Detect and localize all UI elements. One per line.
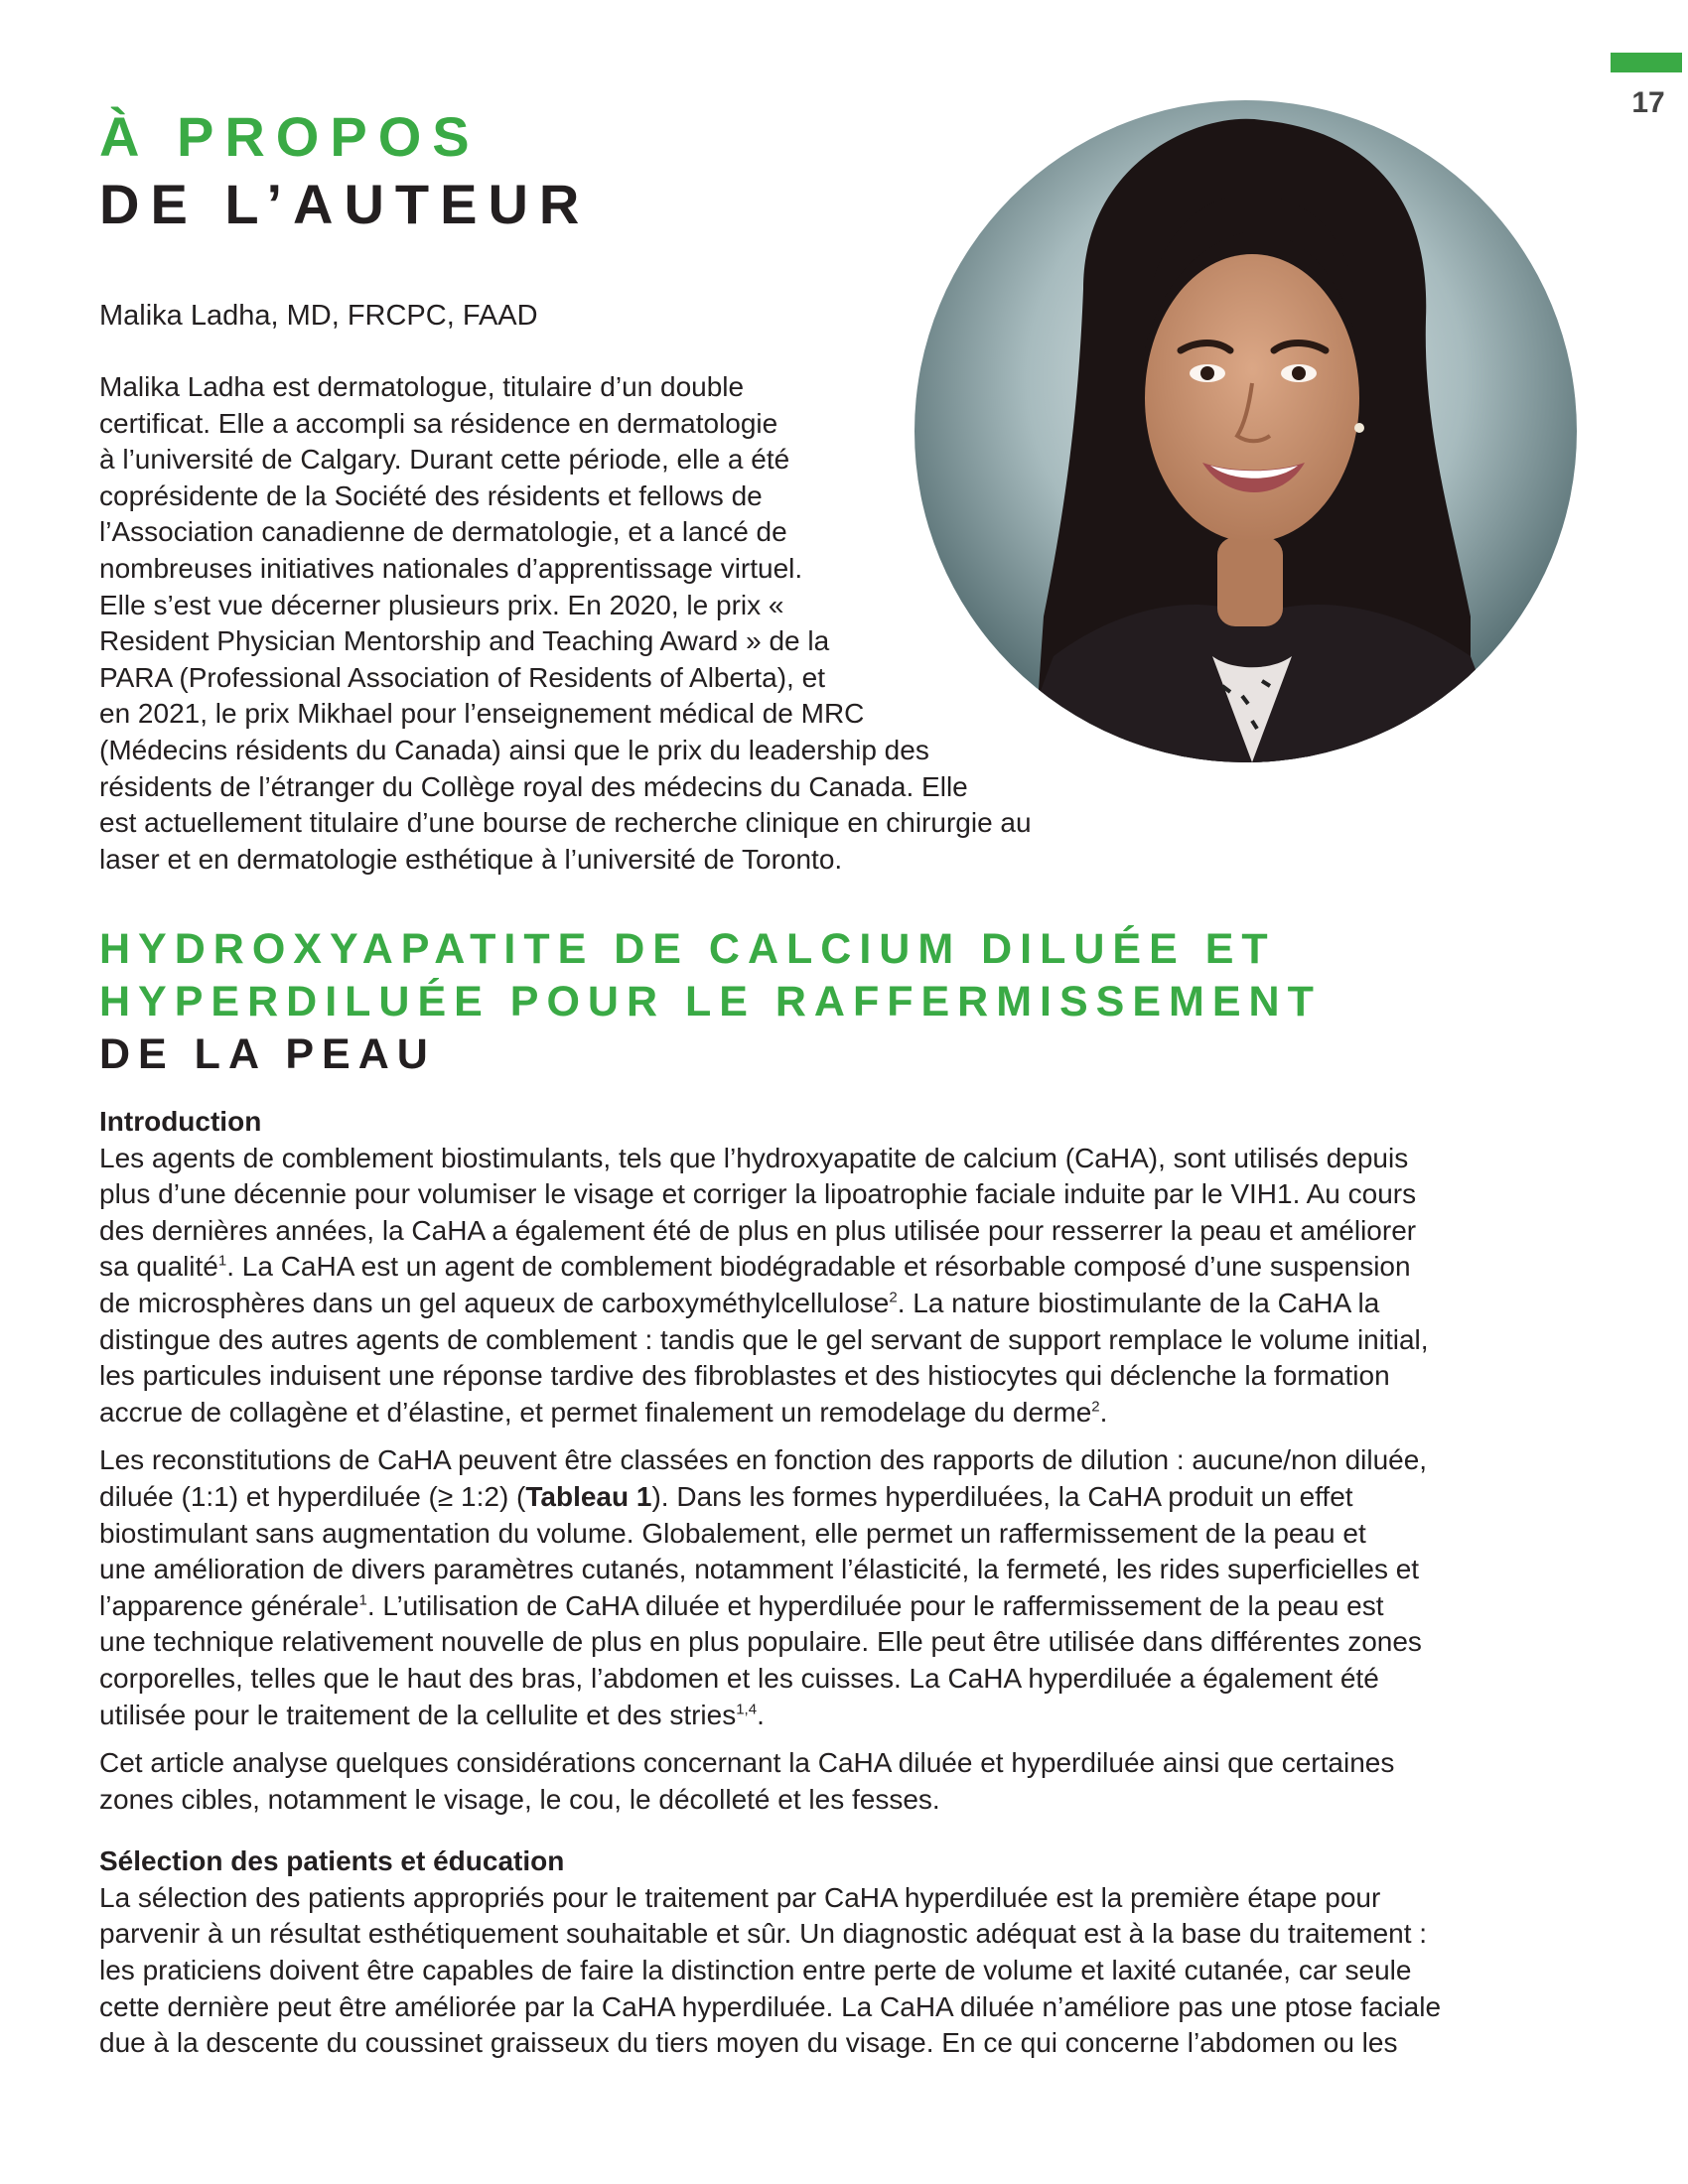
paragraph-dilution: [99, 1442, 1589, 1733]
citation-superscript: 1: [217, 1253, 227, 1271]
page-number: 17: [1631, 86, 1665, 119]
bio-line: l’Association canadienne de dermatologie, et a lancé de: [99, 516, 787, 548]
paragraph-selection: [99, 1880, 1589, 2062]
bio-line: coprésidente de la Société des résidents et fellows de: [99, 479, 763, 511]
text-line: distingue des autres agents de comblement : tandis que le gel servant de support remplace le volume initial,: [99, 1323, 1429, 1355]
bio-line: résidents de l’étranger du Collège royal des médecins du Canada. Elle: [99, 770, 968, 802]
text-line: les praticiens doivent être capables de faire la distinction entre perte de volume et laxité cutanée, car seule: [99, 1955, 1412, 1986]
bio-line: Resident Physician Mentorship and Teaching Award » de la: [99, 625, 830, 657]
text-segment: l’apparence générale: [99, 1589, 359, 1621]
page-tab-marker: [1611, 53, 1682, 72]
selection-heading: Sélection des patients et éducation: [99, 1845, 565, 1877]
citation-superscript: 1,4: [736, 1701, 758, 1718]
bio-line: à l’université de Calgary. Durant cette période, elle a été: [99, 444, 790, 476]
text-segment: ). Dans les formes hyperdiluées, la CaHA produit un effet: [651, 1480, 1353, 1512]
text-line: biostimulant sans augmentation du volume. Globalement, elle permet un raffermissement de la peau et: [99, 1517, 1366, 1549]
bio-line: en 2021, le prix Mikhael pour l’enseignement médical de MRC: [99, 698, 865, 730]
text-line: [99, 1286, 1589, 1322]
text-line: [99, 1395, 1589, 1432]
text-segment: . La nature biostimulante de la CaHA la: [897, 1287, 1380, 1318]
about-title: [99, 103, 590, 238]
intro-heading: Introduction: [99, 1106, 262, 1137]
bio-line: nombreuses initiatives nationales d’apprentissage virtuel.: [99, 552, 803, 584]
text-line: des dernières années, la CaHA a également été de plus en plus utilisée pour resserrer la peau et améliorer: [99, 1214, 1417, 1246]
text-line: Cet article analyse quelques considérations concernant la CaHA diluée et hyperdiluée ainsi que certaines: [99, 1747, 1395, 1779]
text-line: une amélioration de divers paramètres cutanés, notamment l’élasticité, la fermeté, les rides superficielles et: [99, 1554, 1420, 1585]
article-title-line: HYPERDILUÉE POUR LE RAFFERMISSEMENT: [99, 978, 1322, 1025]
citation-superscript: 2: [1091, 1398, 1100, 1416]
text-segment: accrue de collagène et d’élastine, et permet finalement un remodelage du derme: [99, 1396, 1092, 1428]
bio-line: PARA (Professional Association of Residents of Alberta), et: [99, 661, 825, 693]
text-segment: de microsphères dans un gel aqueux de carboxyméthylcellulose: [99, 1287, 890, 1318]
text-line: [99, 1479, 1589, 1516]
article-title: [99, 923, 1322, 1081]
text-line: plus d’une décennie pour volumiser le visage et corriger la lipoatrophie faciale induite par le VIH1. Au cours: [99, 1178, 1417, 1210]
text-segment: .: [1099, 1396, 1108, 1428]
text-segment: .: [757, 1699, 765, 1730]
article-body: [99, 1104, 1589, 2074]
about-title-green: À PROPOS: [99, 105, 481, 168]
text-line: [99, 1588, 1589, 1625]
citation-superscript: 1: [358, 1591, 367, 1609]
text-line: parvenir à un résultat esthétiquement souhaitable et sûr. Un diagnostic adéquat est à la base du traitement :: [99, 1918, 1428, 1950]
text-segment: utilisée pour le traitement de la cellulite et des stries: [99, 1699, 737, 1730]
text-segment: . L’utilisation de CaHA diluée et hyperdiluée pour le raffermissement de la peau est: [366, 1589, 1384, 1621]
text-segment: diluée (1:1) et hyperdiluée (≥ 1:2) (: [99, 1480, 526, 1512]
text-line: cette dernière peut être améliorée par la CaHA hyperdiluée. La CaHA diluée n’améliore pas une ptose faciale: [99, 1990, 1442, 2022]
bio-line: Malika Ladha est dermatologue, titulaire d’un double: [99, 371, 745, 402]
paragraph-intro: [99, 1141, 1589, 1432]
bio-line: laser et en dermatologie esthétique à l’université de Toronto.: [99, 843, 843, 875]
text-line: La sélection des patients appropriés pour le traitement par CaHA hyperdiluée est la première étape pour: [99, 1881, 1381, 1913]
text-line: [99, 1249, 1589, 1286]
bio-line: certificat. Elle a accompli sa résidence en dermatologie: [99, 407, 778, 439]
text-line: due à la descente du coussinet graisseux du tiers moyen du visage. En ce qui concerne l’abdomen ou les: [99, 2027, 1398, 2059]
paragraph-scope: [99, 1745, 1589, 1818]
text-line: zones cibles, notamment le visage, le cou, le décolleté et les fesses.: [99, 1783, 940, 1815]
about-title-dark: DE L’AUTEUR: [99, 173, 591, 235]
text-line: une technique relativement nouvelle de plus en plus populaire. Elle peut être utilisée dans différentes zones: [99, 1626, 1422, 1658]
text-segment: sa qualité: [99, 1251, 218, 1283]
text-line: corporelles, telles que le haut des bras, l’abdomen et les cuisses. La CaHA hyperdiluée a également été: [99, 1662, 1379, 1694]
text-segment: . La CaHA est un agent de comblement biodégradable et résorbable composé d’une suspension: [226, 1251, 1411, 1283]
text-line: Les reconstitutions de CaHA peuvent être classées en fonction des rapports de dilution : aucune/non diluée,: [99, 1444, 1428, 1476]
article-title-line: HYDROXYAPATITE DE CALCIUM DILUÉE ET: [99, 925, 1276, 973]
table-reference: Tableau 1: [525, 1480, 652, 1512]
author-name: Malika Ladha, MD, FRCPC, FAAD: [99, 300, 538, 332]
bio-line: (Médecins résidents du Canada) ainsi que le prix du leadership des: [99, 734, 929, 765]
author-portrait: [914, 100, 1577, 762]
bio-line: est actuellement titulaire d’une bourse de recherche clinique en chirurgie au: [99, 807, 1032, 839]
article-title-dark: DE LA PEAU: [99, 1030, 436, 1078]
bio-line: Elle s’est vue décerner plusieurs prix. En 2020, le prix «: [99, 589, 784, 620]
text-line: les particules induisent une réponse tardive des fibroblastes et des histiocytes qui déclenche la formation: [99, 1360, 1390, 1392]
citation-superscript: 2: [889, 1289, 898, 1306]
section-spacer: [99, 1830, 1589, 1843]
text-line: Les agents de comblement biostimulants, tels que l’hydroxyapatite de calcium (CaHA), sont utilisés depuis: [99, 1142, 1409, 1173]
text-line: [99, 1698, 1589, 1734]
